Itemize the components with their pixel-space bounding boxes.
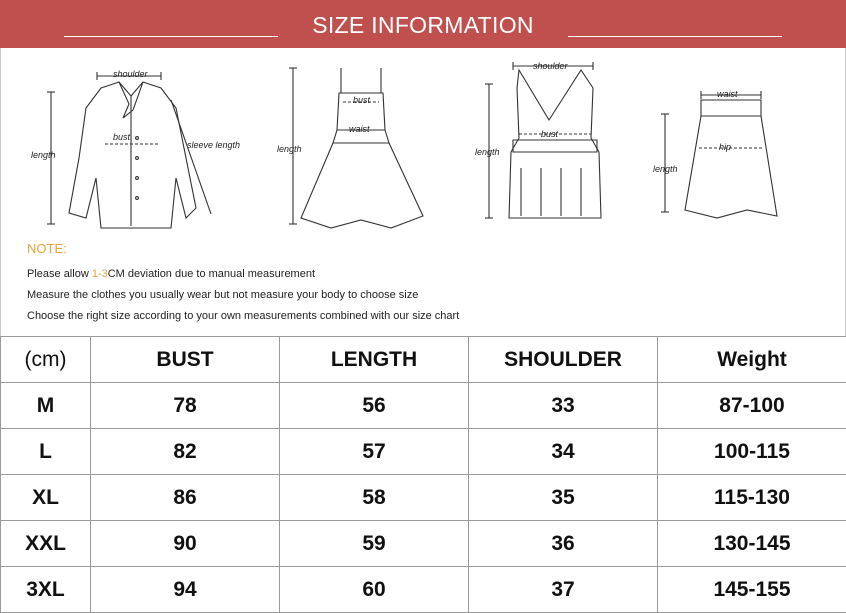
garment-diagrams [0,48,846,336]
note-line-measure: Measure the clothes you usually wear but not measure your body to choose size [27,289,419,301]
column-header-unit: (cm) [1,337,91,383]
skirt-illustration [661,91,777,218]
shirt-bust-label: bust [113,132,131,142]
note-line-choose: Choose the right size according to your own measurements combined with our size chart [27,310,460,322]
dress-waist-label: waist [349,124,370,134]
dress-length-label: length [277,144,302,154]
weight-cell: 100-115 [658,429,846,475]
column-header-length: LENGTH [280,337,469,383]
skirt-waist-label: waist [717,89,738,99]
note-line-deviation-prefix: Please allow [27,268,92,280]
length-cell: 59 [280,521,469,567]
weight-cell: 87-100 [658,383,846,429]
table-row [1,567,846,613]
vest-illustration [485,62,601,218]
table-row [1,521,846,567]
shirt-sleeve-length-label: sleeve length [187,140,241,150]
table-row [1,475,846,521]
shoulder-cell: 33 [469,383,658,429]
dress-bust-label: bust [353,95,371,105]
weight-cell: 115-130 [658,475,846,521]
column-header-shoulder: SHOULDER [469,337,658,383]
size-cell: XL [1,475,91,521]
vest-shoulder-label: shoulder [533,61,568,71]
page-title: SIZE INFORMATION [312,12,534,38]
shoulder-cell: 34 [469,429,658,475]
shirt-shoulder-label: shoulder [113,69,148,79]
dress-illustration [289,68,423,228]
bust-cell: 82 [91,429,280,475]
bust-cell: 94 [91,567,280,613]
note-title: NOTE: [27,241,67,256]
table-row [1,429,846,475]
length-cell: 60 [280,567,469,613]
size-cell: XXL [1,521,91,567]
weight-cell: 145-155 [658,567,846,613]
bust-cell: 78 [91,383,280,429]
header-banner [0,0,846,48]
length-cell: 57 [280,429,469,475]
length-cell: 58 [280,475,469,521]
shirt-length-label: length [31,150,56,160]
size-cell: L [1,429,91,475]
shoulder-cell: 37 [469,567,658,613]
table-row [1,383,846,429]
note-deviation-highlight: 1-3 [91,268,108,280]
length-cell: 56 [280,383,469,429]
size-cell: M [1,383,91,429]
size-table [0,336,846,613]
size-cell: 3XL [1,567,91,613]
weight-cell: 130-145 [658,521,846,567]
column-header-weight: Weight [658,337,846,383]
vest-length-label: length [475,147,500,157]
bust-cell: 90 [91,521,280,567]
vest-bust-label: bust [541,129,559,139]
column-header-bust: BUST [91,337,280,383]
shirt-illustration [47,72,211,228]
bust-cell: 86 [91,475,280,521]
skirt-hip-label: hip [719,142,732,152]
table-header-row [1,337,846,383]
note-block [27,241,459,327]
skirt-length-label: length [653,164,678,174]
note-line-deviation [27,264,459,285]
shoulder-cell: 35 [469,475,658,521]
shoulder-cell: 36 [469,521,658,567]
note-line-deviation-suffix: CM deviation due to manual measurement [107,268,316,280]
